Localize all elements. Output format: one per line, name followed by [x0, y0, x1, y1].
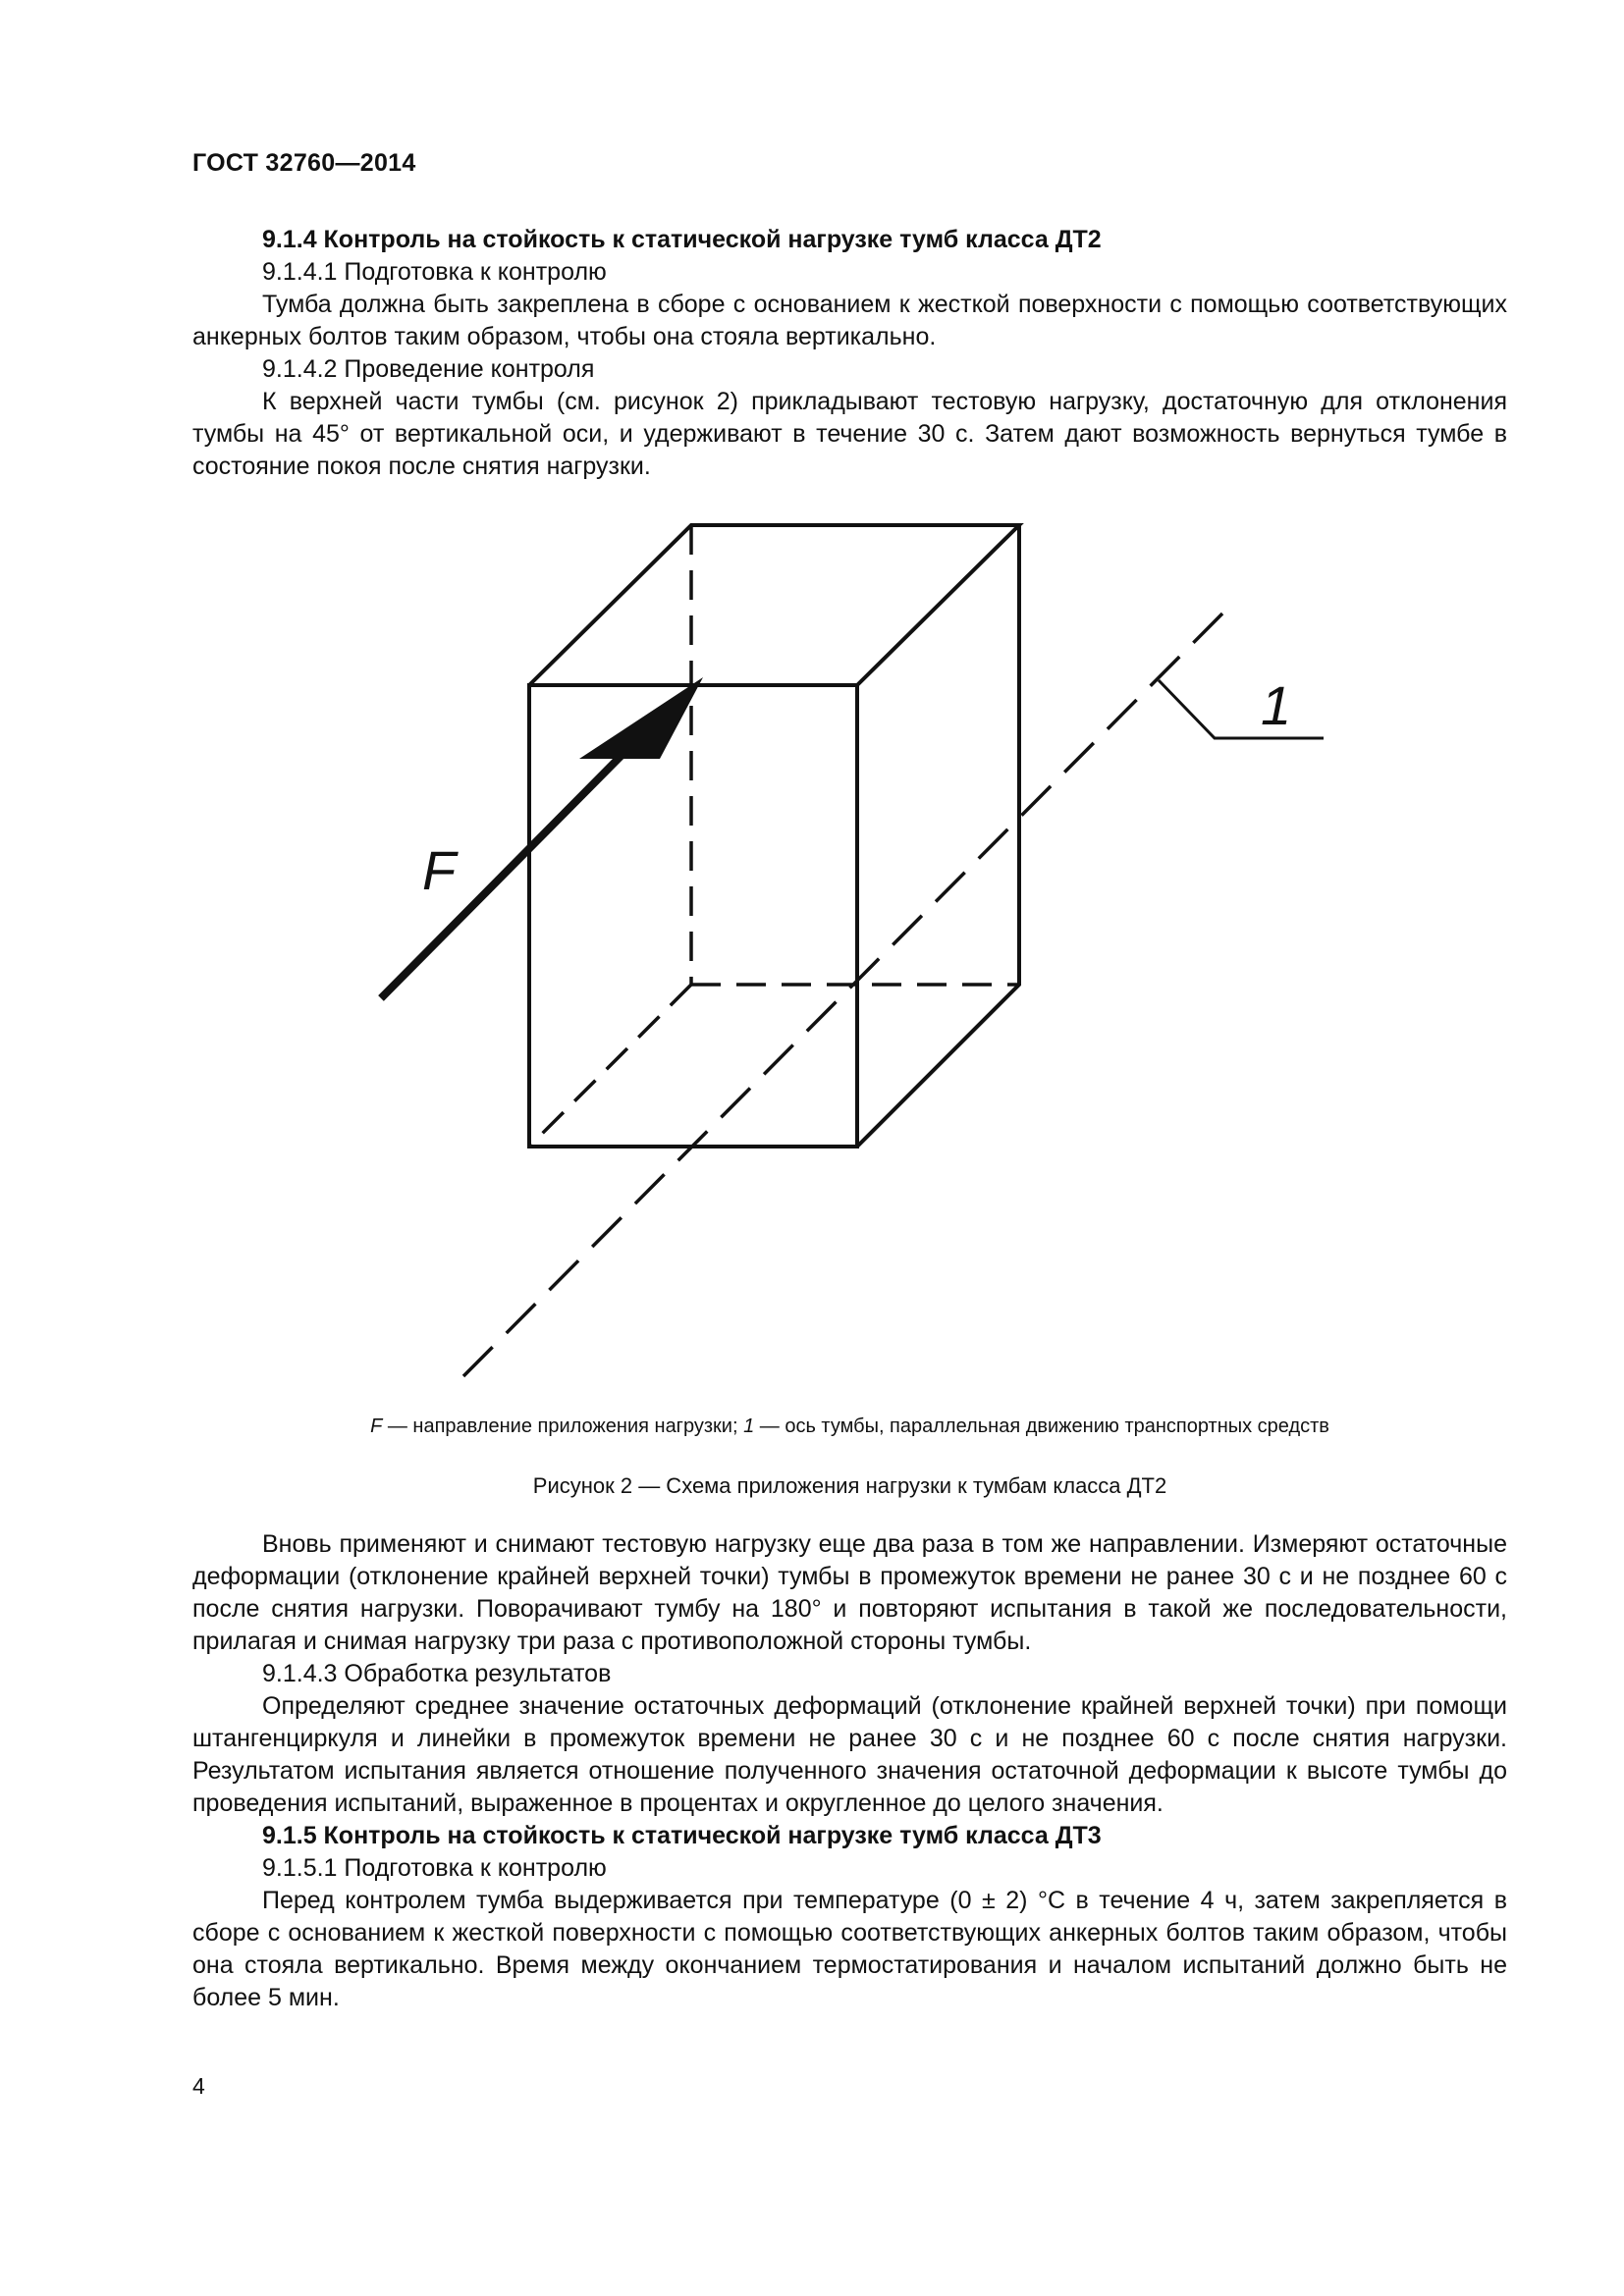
cube-front-face [529, 685, 857, 1147]
document-header: ГОСТ 32760—2014 [192, 149, 416, 177]
paragraph-thermostat: Перед контролем тумба выдерживается при температуре (0 ± 2) °С в течение 4 ч, затем закрепляется в сборе с основанием к жесткой поверхности с помощью соответствующих анкерных болтов таким образом, чтобы она стояла вертикально. Время между окончанием термостатирования и началом испытаний должно быть не более 5 мин. [192, 1887, 1507, 2011]
axis-leader-line [1159, 680, 1324, 738]
cube-right-face [857, 525, 1019, 1147]
tumb-axis-line [463, 604, 1232, 1376]
legend-force-symbol: F [370, 1415, 383, 1437]
paragraph-mounting: Тумба должна быть закреплена в сборе с основанием к жесткой поверхности с помощью соответствующих анкерных болтов таким образом, чтобы она стояла вертикально. [192, 291, 1507, 350]
visible-edges [529, 525, 1019, 1147]
subsection-heading-9-1-4-2: 9.1.4.2 Проведение контроля [262, 355, 595, 383]
subsection-heading-9-1-4-1: 9.1.4.1 Подготовка к контролю [262, 258, 607, 286]
force-label: F [422, 839, 457, 901]
section-heading-9-1-4: 9.1.4 Контроль на стойкость к статической нагрузке тумб класса ДТ2 [262, 226, 1102, 253]
figure-legend [192, 1414, 1507, 1439]
axis-label: 1 [1261, 674, 1292, 736]
cube-top-face [529, 525, 1019, 685]
paragraph-results: Определяют среднее значение остаточных деформаций (отклонение крайней верхней точки) при помощи штангенциркуля и линейки в промежуток времени не ранее 30 с и не позднее 60 с после снятия нагрузки. Результатом испытания является отношение полученного значения остаточной деформации к высоте тумбы до проведения испытаний, выраженное в процентах и округленное до целого значения. [192, 1692, 1507, 1817]
section-9-1-4 [192, 224, 1507, 483]
figure-2-diagram [295, 510, 1375, 1394]
legend-force-text: — направление приложения нагрузки; [382, 1415, 744, 1437]
legend-axis-symbol: 1 [743, 1415, 755, 1437]
paragraph-load-application: К верхней части тумбы (см. рисунок 2) прикладывают тестовую нагрузку, достаточную для отклонения тумбы на 45° от вертикальной оси, и удерживают в течение 30 с. Затем дают возможность вернуться тумбе в состояние покоя после снятия нагрузки. [192, 388, 1507, 480]
subsection-heading-9-1-4-3: 9.1.4.3 Обработка результатов [262, 1660, 612, 1687]
legend-axis-text: — ось тумбы, параллельная движению транспортных средств [754, 1415, 1329, 1437]
section-continuation [192, 1528, 1507, 2014]
load-scheme-svg [295, 510, 1375, 1394]
subsection-heading-9-1-5-1: 9.1.5.1 Подготовка к контролю [262, 1854, 607, 1882]
page-number: 4 [192, 2073, 205, 2099]
figure-caption: Рисунок 2 — Схема приложения нагрузки к тумбам класса ДТ2 [532, 1473, 1167, 1498]
hidden-edge-left-bottom [529, 985, 691, 1147]
paragraph-repeat-load: Вновь применяют и снимают тестовую нагрузку еще два раза в том же направлении. Измеряют остаточные деформации (отклонение крайней верхней точки) тумбы в промежуток времени не ранее 30 с и не позднее 60 с после снятия нагрузки. Поворачивают тумбу на 180° и повторяют испытания в такой же последовательности, прилагая и снимая нагрузку три раза с противоположной стороны тумбы. [192, 1530, 1507, 1655]
section-heading-9-1-5: 9.1.5 Контроль на стойкость к статической нагрузке тумб класса ДТ3 [262, 1822, 1102, 1849]
hidden-edges [529, 525, 1019, 1147]
force-arrow-head [579, 677, 703, 759]
